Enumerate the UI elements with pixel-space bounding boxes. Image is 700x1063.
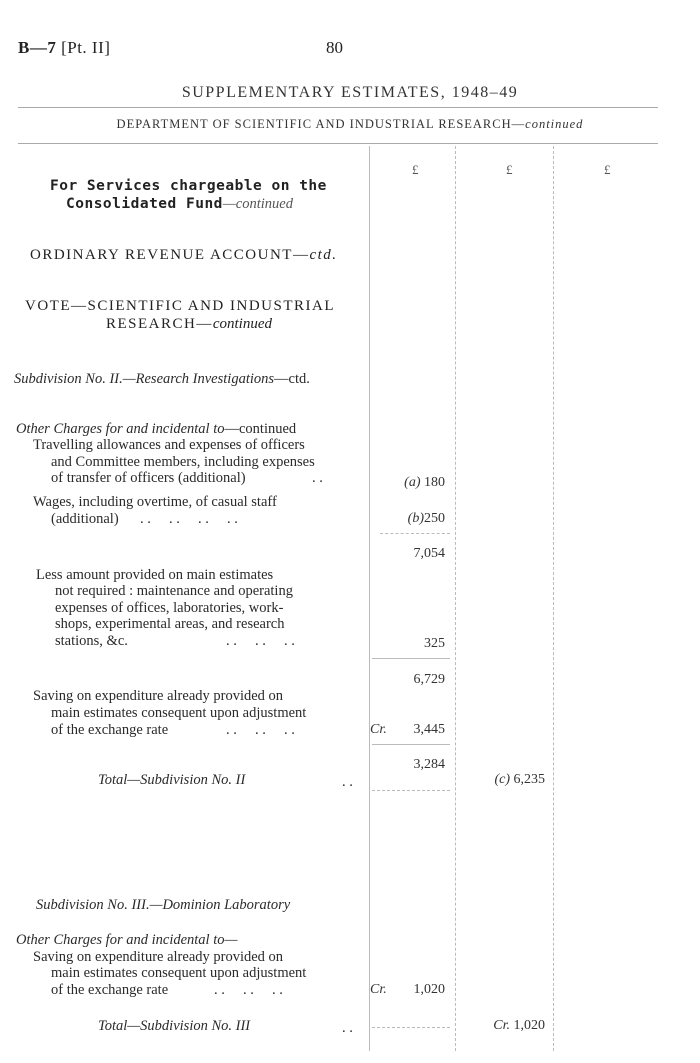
subtotal-2: 6,729	[413, 672, 445, 687]
saving2-dots: . . . . . .	[226, 722, 295, 738]
total-3-value: 1,020	[513, 1018, 545, 1033]
saving2-value: 3,445	[413, 722, 445, 737]
wages-value: 250	[424, 511, 445, 526]
note-ref-b: (b)	[407, 511, 424, 526]
subtotal-3: 3,284	[413, 757, 445, 772]
less-line3: expenses of offices, laboratories, work-	[55, 600, 284, 616]
subdivision-2-continued: —ctd.	[274, 371, 310, 387]
total-2-value: 6,235	[513, 772, 545, 787]
page-number: 80	[326, 38, 343, 57]
total-2-amount	[460, 772, 545, 788]
saving3-value: 1,020	[413, 982, 445, 997]
total-3-amount	[460, 1018, 545, 1034]
column-divider-2	[455, 146, 456, 1051]
less-amount: 325	[424, 636, 445, 651]
less-line1: Less amount provided on main estimates	[36, 567, 274, 583]
services-continued: —continued	[222, 196, 293, 212]
section-code: B—7	[18, 38, 57, 57]
note-ref-c: (c)	[494, 772, 510, 787]
services-heading-line2	[66, 195, 293, 213]
vote-heading-line2	[106, 316, 272, 333]
account-heading	[30, 247, 338, 264]
saving3-line3: of the exchange rate	[51, 982, 169, 998]
other-charges-heading	[16, 421, 296, 438]
column-header-1: £	[412, 162, 419, 177]
less-dots: . . . . . .	[226, 633, 295, 649]
note-ref-a: (a)	[404, 475, 421, 490]
wages-line2: (additional)	[51, 511, 119, 527]
credit-label-3: Cr.	[370, 982, 387, 997]
credit-label: Cr.	[370, 722, 387, 737]
subdivision-2-title: Subdivision No. II.—Research Investigations	[14, 371, 275, 387]
account-label: ORDINARY REVENUE ACCOUNT—	[30, 247, 310, 263]
page-title: SUPPLEMENTARY ESTIMATES, 1948–49	[181, 84, 519, 101]
page-code	[18, 38, 110, 58]
vote-heading-line1: VOTE—SCIENTIFIC AND INDUSTRIAL	[25, 298, 335, 314]
subtotal-rule-2	[372, 658, 450, 659]
saving3-amount	[370, 982, 445, 998]
consolidated-fund-label: Consolidated Fund	[66, 196, 223, 212]
total-subdivision-2-label: Total—Subdivision No. II	[98, 772, 246, 788]
less-line2: not required : maintenance and operating	[55, 583, 293, 599]
saving2-amount	[370, 722, 445, 738]
account-continued: ctd.	[309, 247, 338, 263]
travelling-amount	[370, 475, 445, 491]
credit-label-total: Cr.	[493, 1018, 510, 1033]
column-header-2: £	[506, 162, 513, 177]
travelling-line2: and Committee members, including expenses	[51, 454, 315, 470]
wages-line1: Wages, including overtime, of casual staff	[33, 494, 277, 510]
subtotal-rule-4	[372, 790, 450, 791]
part-label: [Pt. II]	[61, 38, 111, 57]
saving2-line1: Saving on expenditure already provided on	[33, 688, 284, 704]
department-heading	[0, 117, 700, 132]
subdivision-2-heading	[14, 371, 310, 388]
travelling-line1: Travelling allowances and expenses of officers	[33, 437, 305, 453]
saving2-line3: of the exchange rate	[51, 722, 169, 738]
title-rule	[18, 107, 658, 108]
travelling-dots: . .	[312, 470, 323, 486]
less-line5: stations, &c.	[55, 633, 128, 649]
saving3-line1: Saving on expenditure already provided on	[33, 949, 284, 965]
travelling-value: 180	[424, 475, 445, 490]
saving3-dots: . . . . . .	[214, 982, 283, 998]
subtotal-rule-3	[372, 744, 450, 745]
total-2-dots: . .	[342, 774, 353, 790]
saving3-line2: main estimates consequent upon adjustment	[51, 965, 307, 981]
saving2-line2: main estimates consequent upon adjustment	[51, 705, 307, 721]
column-divider-1	[369, 146, 370, 1051]
department-name: DEPARTMENT OF SCIENTIFIC AND INDUSTRIAL RESEARCH—	[116, 117, 526, 131]
department-rule	[18, 143, 658, 144]
vote-research-label: RESEARCH—	[106, 316, 213, 332]
other-charges-continued: —continued	[224, 421, 297, 437]
column-header-3: £	[604, 162, 611, 177]
other-charges-3-heading: Other Charges for and incidental to—	[16, 932, 238, 948]
vote-continued: continued	[212, 316, 273, 332]
services-heading-line1: For Services chargeable on the	[50, 178, 327, 194]
other-charges-label: Other Charges for and incidental to	[16, 421, 225, 437]
column-divider-3	[553, 146, 554, 1051]
wages-dots: . . . . . . . .	[140, 511, 238, 527]
subtotal-rule-5	[372, 1027, 450, 1028]
subtotal-1: 7,054	[413, 546, 445, 561]
subtotal-rule-1	[380, 533, 450, 534]
total-3-dots: . .	[342, 1020, 353, 1036]
subdivision-3-heading: Subdivision No. III.—Dominion Laboratory	[36, 897, 291, 913]
wages-amount	[370, 511, 445, 527]
total-subdivision-3-label: Total—Subdivision No. III	[98, 1018, 251, 1034]
less-line4: shops, experimental areas, and research	[55, 616, 285, 632]
travelling-line3: of transfer of officers (additional)	[51, 470, 246, 486]
department-continued: continued	[525, 117, 584, 131]
